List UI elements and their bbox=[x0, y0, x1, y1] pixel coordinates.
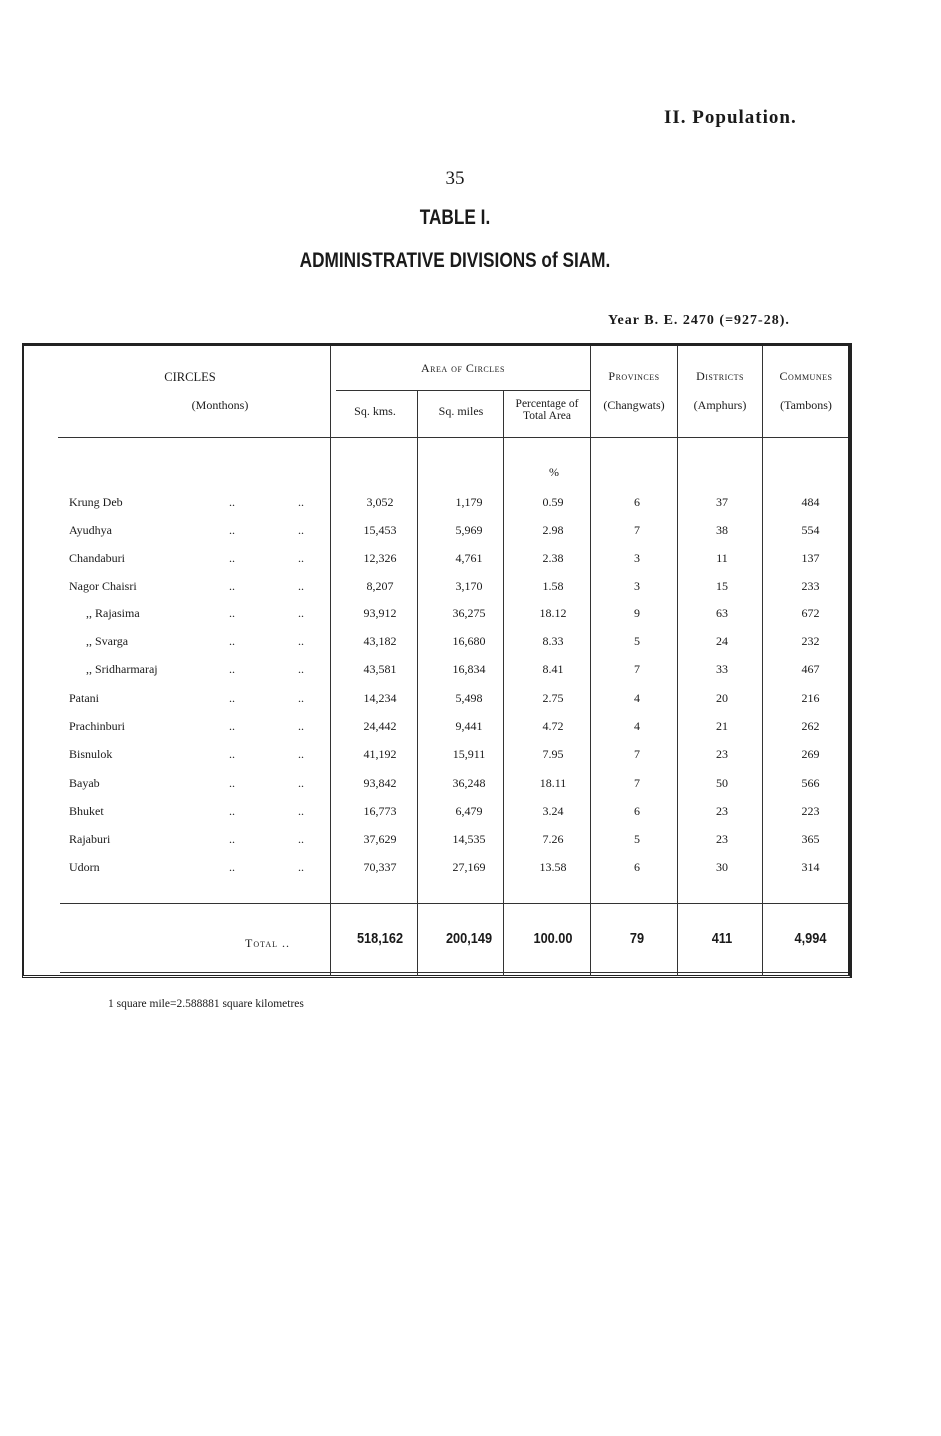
total-sq-miles: 200,149 bbox=[445, 930, 493, 947]
sq-miles-cell: 16,834 bbox=[452, 662, 486, 676]
leader-dots: .. bbox=[298, 747, 304, 761]
districts-cell: 24 bbox=[716, 634, 728, 648]
percentage-cell: 2.75 bbox=[542, 691, 564, 705]
provinces-cell: 6 bbox=[634, 860, 640, 874]
total-provinces: 79 bbox=[629, 930, 645, 947]
leader-dots: .. bbox=[229, 523, 235, 537]
sq-miles-cell: 4,761 bbox=[455, 551, 483, 565]
provinces-cell: 6 bbox=[634, 804, 640, 818]
sq-kms-cell: 70,337 bbox=[363, 860, 397, 874]
districts-cell: 30 bbox=[716, 860, 728, 874]
leader-dots: .. bbox=[298, 662, 304, 676]
sq-miles-cell: 36,275 bbox=[452, 606, 486, 620]
sq-miles-cell: 5,969 bbox=[455, 523, 483, 537]
communes-cell: 216 bbox=[801, 691, 820, 705]
circle-name: Udorn bbox=[69, 860, 100, 874]
page-number: 35 bbox=[445, 168, 465, 189]
total-communes: 4,994 bbox=[794, 930, 827, 947]
total-label: Total .. bbox=[245, 936, 291, 950]
leader-dots: .. bbox=[298, 606, 304, 620]
provinces-cell: 3 bbox=[634, 579, 640, 593]
sq-kms-cell: 15,453 bbox=[363, 523, 397, 537]
communes-cell: 137 bbox=[801, 551, 820, 565]
leader-dots: .. bbox=[229, 776, 235, 790]
percentage-cell: 3.24 bbox=[542, 804, 564, 818]
area-group-header: Area of Circles bbox=[421, 361, 505, 375]
sq-kms-cell: 93,912 bbox=[363, 606, 397, 620]
districts-cell: 33 bbox=[716, 662, 728, 676]
percentage-cell: 7.26 bbox=[542, 832, 564, 846]
table-row bbox=[0, 579, 941, 607]
leader-dots: .. bbox=[298, 634, 304, 648]
provinces-cell: 4 bbox=[634, 719, 640, 733]
sq-miles-cell: 15,911 bbox=[452, 747, 486, 761]
districts-subheader: (Amphurs) bbox=[693, 398, 747, 412]
leader-dots: .. bbox=[298, 719, 304, 733]
districts-cell: 11 bbox=[716, 551, 728, 565]
provinces-cell: 9 bbox=[634, 606, 640, 620]
sq-miles-cell: 27,169 bbox=[452, 860, 486, 874]
circle-name: ,, Rajasima bbox=[86, 606, 140, 620]
leader-dots: .. bbox=[229, 719, 235, 733]
circles-subheader: (Monthons) bbox=[191, 398, 249, 412]
communes-cell: 484 bbox=[801, 495, 820, 509]
circles-header: CIRCLES bbox=[164, 370, 216, 384]
provinces-cell: 3 bbox=[634, 551, 640, 565]
percent-sign: % bbox=[549, 465, 559, 479]
leader-dots: .. bbox=[229, 832, 235, 846]
table-row bbox=[0, 662, 941, 690]
table-row bbox=[0, 860, 941, 888]
sq-kms-cell: 8,207 bbox=[366, 579, 394, 593]
sq-miles-cell: 36,248 bbox=[452, 776, 486, 790]
provinces-cell: 7 bbox=[634, 523, 640, 537]
communes-cell: 672 bbox=[801, 606, 820, 620]
table-row bbox=[0, 495, 941, 523]
leader-dots: .. bbox=[229, 804, 235, 818]
percentage-cell: 4.72 bbox=[542, 719, 564, 733]
communes-header: Communes bbox=[779, 369, 833, 383]
circle-name: Chandaburi bbox=[69, 551, 125, 565]
percentage-cell: 2.98 bbox=[542, 523, 564, 537]
communes-cell: 262 bbox=[801, 719, 820, 733]
percentage-cell: 2.38 bbox=[542, 551, 564, 565]
total-sq-kms: 518,162 bbox=[356, 930, 404, 947]
provinces-cell: 7 bbox=[634, 776, 640, 790]
leader-dots: .. bbox=[298, 691, 304, 705]
leader-dots: .. bbox=[229, 606, 235, 620]
leader-dots: .. bbox=[298, 832, 304, 846]
communes-cell: 554 bbox=[801, 523, 820, 537]
table-row bbox=[0, 606, 941, 634]
circle-name: Nagor Chaisri bbox=[69, 579, 137, 593]
sq-kms-cell: 43,182 bbox=[363, 634, 397, 648]
circle-name: Ayudhya bbox=[69, 523, 112, 537]
percentage-cell: 1.58 bbox=[542, 579, 564, 593]
table-row bbox=[0, 551, 941, 579]
communes-subheader: (Tambons) bbox=[780, 398, 832, 412]
percentage-header: Percentage of Total Area bbox=[515, 398, 579, 423]
percentage-cell: 7.95 bbox=[542, 747, 564, 761]
provinces-header: Provinces bbox=[608, 369, 660, 383]
districts-cell: 37 bbox=[716, 495, 728, 509]
table-row bbox=[0, 691, 941, 719]
leader-dots: .. bbox=[298, 495, 304, 509]
provinces-cell: 7 bbox=[634, 662, 640, 676]
table-subtitle: ADMINISTRATIVE DIVISIONS of SIAM. bbox=[299, 249, 611, 272]
table-row bbox=[0, 804, 941, 832]
percentage-cell: 8.33 bbox=[542, 634, 564, 648]
districts-cell: 63 bbox=[716, 606, 728, 620]
communes-cell: 232 bbox=[801, 634, 820, 648]
sq-miles-cell: 3,170 bbox=[455, 579, 483, 593]
leader-dots: .. bbox=[229, 579, 235, 593]
sq-kms-cell: 16,773 bbox=[363, 804, 397, 818]
districts-cell: 20 bbox=[716, 691, 728, 705]
circle-name: Patani bbox=[69, 691, 99, 705]
sq-miles-cell: 16,680 bbox=[452, 634, 486, 648]
total-divider bbox=[60, 903, 848, 904]
leader-dots: .. bbox=[298, 551, 304, 565]
districts-cell: 38 bbox=[716, 523, 728, 537]
percentage-cell: 8.41 bbox=[542, 662, 564, 676]
percentage-cell: 18.11 bbox=[539, 776, 567, 790]
percentage-cell: 0.59 bbox=[542, 495, 564, 509]
table-row bbox=[0, 523, 941, 551]
circle-name: Bhuket bbox=[69, 804, 104, 818]
total-percentage: 100.00 bbox=[533, 930, 573, 947]
sq-miles-cell: 5,498 bbox=[455, 691, 483, 705]
sq-kms-header: Sq. kms. bbox=[354, 404, 396, 418]
leader-dots: .. bbox=[229, 691, 235, 705]
circle-name: Rajaburi bbox=[69, 832, 111, 846]
leader-dots: .. bbox=[298, 776, 304, 790]
circle-name: ,, Svarga bbox=[86, 634, 129, 648]
lower-rule bbox=[60, 972, 848, 973]
sq-kms-cell: 41,192 bbox=[363, 747, 397, 761]
districts-cell: 23 bbox=[716, 804, 728, 818]
provinces-subheader: (Changwats) bbox=[603, 398, 665, 412]
provinces-cell: 5 bbox=[634, 634, 640, 648]
leader-dots: .. bbox=[298, 579, 304, 593]
provinces-cell: 5 bbox=[634, 832, 640, 846]
sq-miles-cell: 9,441 bbox=[455, 719, 483, 733]
provinces-cell: 6 bbox=[634, 495, 640, 509]
circle-name: Prachinburi bbox=[69, 719, 125, 733]
footnote: 1 square mile=2.588881 square kilometres bbox=[108, 998, 304, 1010]
districts-cell: 21 bbox=[716, 719, 728, 733]
sq-kms-cell: 3,052 bbox=[366, 495, 394, 509]
sq-kms-cell: 24,442 bbox=[363, 719, 397, 733]
sq-miles-cell: 6,479 bbox=[455, 804, 483, 818]
table-row bbox=[0, 634, 941, 662]
districts-cell: 23 bbox=[716, 832, 728, 846]
percentage-cell: 13.58 bbox=[539, 860, 567, 874]
section-title: II. Population. bbox=[664, 107, 797, 128]
districts-cell: 15 bbox=[716, 579, 728, 593]
year-line: Year B. E. 2470 (=927-28). bbox=[608, 313, 790, 328]
sq-kms-cell: 93,842 bbox=[363, 776, 397, 790]
communes-cell: 269 bbox=[801, 747, 820, 761]
communes-cell: 233 bbox=[801, 579, 820, 593]
circle-name: Bayab bbox=[69, 776, 100, 790]
provinces-cell: 7 bbox=[634, 747, 640, 761]
leader-dots: .. bbox=[229, 662, 235, 676]
leader-dots: .. bbox=[229, 860, 235, 874]
sq-miles-cell: 14,535 bbox=[452, 832, 486, 846]
sq-miles-header: Sq. miles bbox=[438, 404, 484, 418]
communes-cell: 365 bbox=[801, 832, 820, 846]
circle-name: Krung Deb bbox=[69, 495, 123, 509]
sq-kms-cell: 12,326 bbox=[363, 551, 397, 565]
communes-cell: 223 bbox=[801, 804, 820, 818]
header-divider bbox=[58, 437, 848, 438]
circle-name: ,, Sridharmaraj bbox=[86, 662, 158, 676]
leader-dots: .. bbox=[298, 523, 304, 537]
leader-dots: .. bbox=[229, 551, 235, 565]
circle-name: Bisnulok bbox=[69, 747, 113, 761]
communes-cell: 314 bbox=[801, 860, 820, 874]
leader-dots: .. bbox=[298, 860, 304, 874]
communes-cell: 566 bbox=[801, 776, 820, 790]
leader-dots: .. bbox=[229, 634, 235, 648]
leader-dots: .. bbox=[298, 804, 304, 818]
districts-cell: 23 bbox=[716, 747, 728, 761]
sq-kms-cell: 14,234 bbox=[363, 691, 397, 705]
sq-miles-cell: 1,179 bbox=[455, 495, 483, 509]
leader-dots: .. bbox=[229, 495, 235, 509]
leader-dots: .. bbox=[229, 747, 235, 761]
districts-cell: 50 bbox=[716, 776, 728, 790]
total-districts: 411 bbox=[711, 930, 733, 947]
districts-header: Districts bbox=[696, 369, 744, 383]
communes-cell: 467 bbox=[801, 662, 820, 676]
table-title: TABLE I. bbox=[419, 206, 491, 229]
table-row bbox=[0, 747, 941, 775]
provinces-cell: 4 bbox=[634, 691, 640, 705]
table-row bbox=[0, 719, 941, 747]
percentage-cell: 18.12 bbox=[539, 606, 567, 620]
sq-kms-cell: 37,629 bbox=[363, 832, 397, 846]
area-group-divider bbox=[336, 390, 590, 391]
table-row bbox=[0, 832, 941, 860]
sq-kms-cell: 43,581 bbox=[363, 662, 397, 676]
table-row bbox=[0, 776, 941, 804]
